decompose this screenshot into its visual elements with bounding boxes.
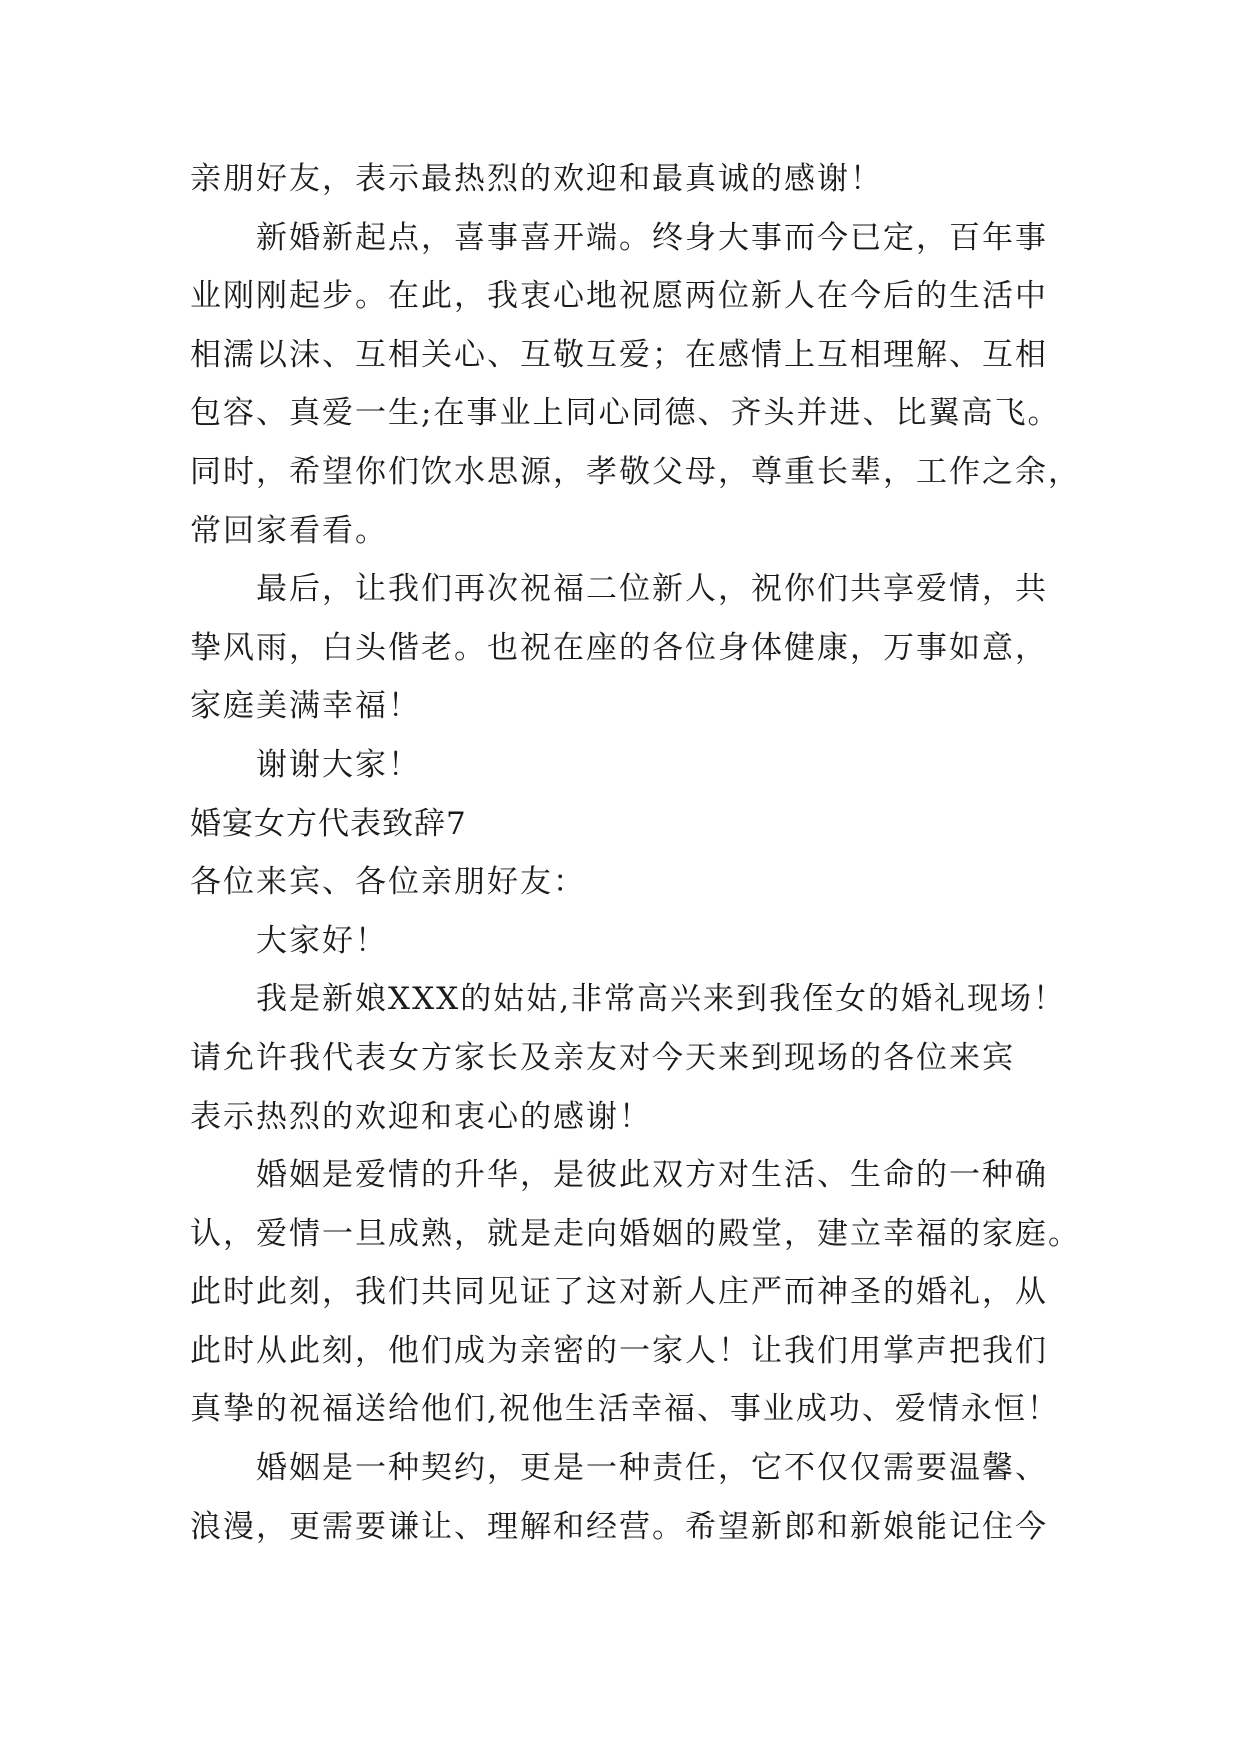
- body-line: 真挚的祝福送给他们,祝他生活幸福、事业成功、爱情永恒！: [190, 1391, 1060, 1428]
- body-line: 浪漫，更需要谦让、理解和经营。希望新郎和新娘能记住今: [190, 1508, 1048, 1545]
- body-line: 亲朋好友，表示最热烈的欢迎和最真诚的感谢！: [190, 161, 883, 197]
- section-heading: 婚宴女方代表致辞7: [190, 805, 467, 842]
- body-line: 表示热烈的欢迎和衷心的感谢！: [190, 1098, 652, 1135]
- body-line: 常回家看看。: [190, 512, 388, 549]
- body-line: 挚风雨，白头偕老。也祝在座的各位身体健康，万事如意，: [190, 629, 1048, 666]
- body-line: 相濡以沫、互相关心、互敬互爱；在感情上互相理解、互相: [190, 336, 1048, 373]
- document-page: [190, 150, 1081, 1556]
- body-line: 请允许我代表女方家长及亲友对今天来到现场的各位来宾: [190, 1039, 1015, 1076]
- paragraph-start-line: 最后，让我们再次祝福二位新人，祝你们共享爱情，共: [256, 571, 1048, 608]
- body-line: 认，爱情一旦成熟，就是走向婚姻的殿堂，建立幸福的家庭。: [190, 1215, 1081, 1252]
- body-line: 此时从此刻，他们成为亲密的一家人！让我们用掌声把我们: [190, 1332, 1048, 1369]
- closing-line: 谢谢大家！: [256, 746, 421, 783]
- body-line: 此时此刻，我们共同见证了这对新人庄严而神圣的婚礼，从: [190, 1274, 1048, 1311]
- greeting-line: 大家好！: [256, 922, 388, 959]
- paragraph-start-line: 婚姻是一种契约，更是一种责任，它不仅仅需要温馨、: [256, 1450, 1048, 1487]
- paragraph-start-line: 新婚新起点，喜事喜开端。终身大事而今已定，百年事: [256, 219, 1048, 256]
- body-line: 包容、真爱一生;在事业上同心同德、齐头并进、比翼高飞。: [190, 395, 1061, 432]
- paragraph-start-line: 婚姻是爱情的升华，是彼此双方对生活、生命的一种确: [256, 1157, 1048, 1194]
- body-line: 同时，希望你们饮水思源，孝敬父母，尊重长辈，工作之余，: [190, 453, 1081, 490]
- body-line: 业刚刚起步。在此，我衷心地祝愿两位新人在今后的生活中: [190, 278, 1048, 315]
- body-line: 家庭美满幸福！: [190, 688, 421, 725]
- paragraph-start-line: 我是新娘XXX的姑姑,非常高兴来到我侄女的婚礼现场！: [256, 981, 1067, 1018]
- salutation-line: 各位来宾、各位亲朋好友：: [190, 864, 586, 901]
